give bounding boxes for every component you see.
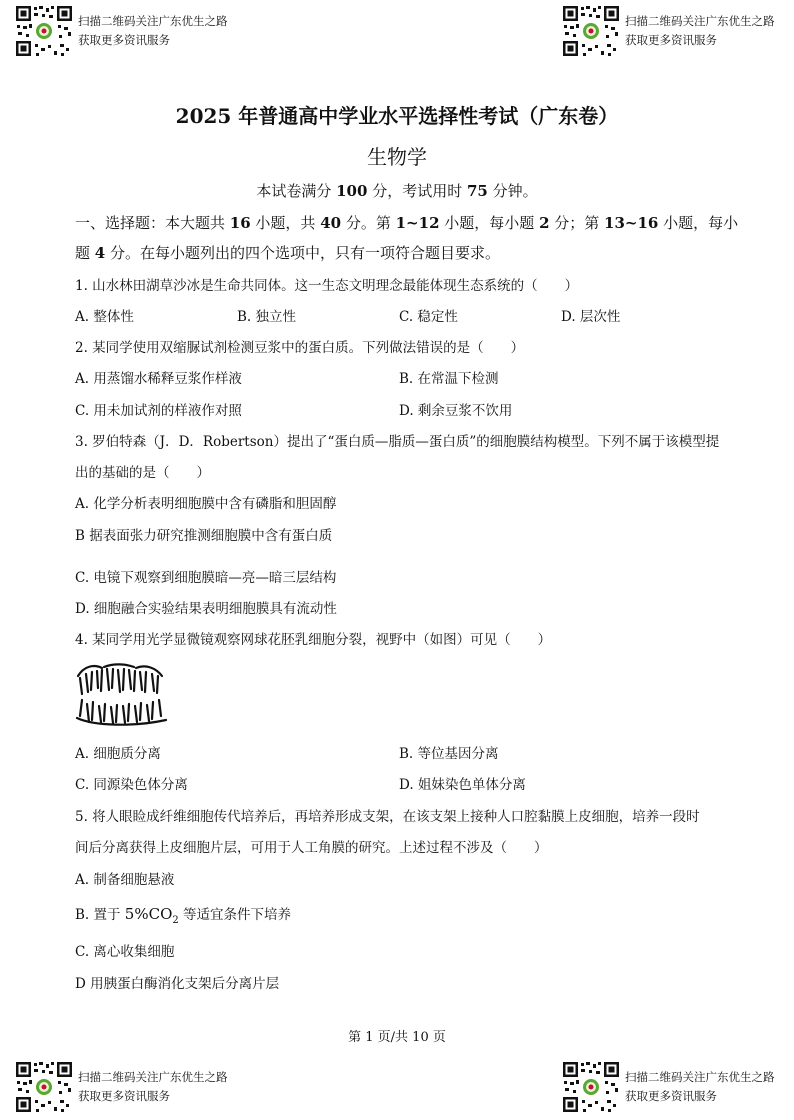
question-2-stem: 2. 某同学使用双缩脲试剂检测豆浆中的蛋白质。下列做法错误的是（ ） xyxy=(75,340,525,356)
question-5-stem-line-1: 5. 将人眼睑成纤维细胞传代培养后，再培养形成支架，在该支架上接种人口腔黏膜上皮细胞，培养一段时 xyxy=(75,809,700,825)
qr-code-top-right[interactable] xyxy=(561,4,621,58)
question-3-stem-line-1: 3. 罗伯特森（J．D．Robertson）提出了“蛋白质—脂质—蛋白质”的细胞膜结构模型。下列不属于该模型提 xyxy=(75,434,720,450)
promo-line-2: 获取更多资讯服务 xyxy=(78,1089,170,1103)
instruction-number: 13~16 xyxy=(604,214,659,232)
question-1-option-c[interactable]: C. 稳定性 xyxy=(399,309,458,325)
qr-code-icon xyxy=(14,4,74,58)
question-2-option-c[interactable]: C. 用未加试剂的样液作对照 xyxy=(75,403,242,419)
instruction-number: 16 xyxy=(229,214,251,232)
info-text: 分，考试用时 xyxy=(367,182,467,200)
promo-line-1: 扫描二维码关注广东优生之路 xyxy=(78,14,228,28)
question-4-option-b[interactable]: B. 等位基因分离 xyxy=(399,746,499,762)
question-5-stem-line-2: 间后分离获得上皮细胞片层，可用于人工角膜的研究。上述过程不涉及（ ） xyxy=(75,840,548,856)
instruction-text: 分。第 xyxy=(341,214,396,232)
question-2-option-b[interactable]: B. 在常温下检测 xyxy=(399,371,499,387)
option-text: 等适宜条件下培养 xyxy=(178,907,292,923)
qr-code-bottom-right[interactable] xyxy=(561,1060,621,1114)
question-3-option-c[interactable]: C. 电镜下观察到细胞膜暗—亮—暗三层结构 xyxy=(75,570,337,586)
exam-title: 2025 年普通高中学业水平选择性考试（广东卷） xyxy=(175,104,619,128)
question-4-option-d[interactable]: D. 姐妹染色单体分离 xyxy=(399,777,526,793)
formula-text: 5%CO xyxy=(124,905,173,923)
promo-line-2: 获取更多资讯服务 xyxy=(625,33,717,47)
instruction-text: 分；第 xyxy=(549,214,605,232)
instruction-text: 一、选择题：本大题共 xyxy=(75,214,230,232)
promo-text-bottom-right xyxy=(625,1068,775,1106)
promo-line-2: 获取更多资讯服务 xyxy=(78,33,170,47)
exam-info xyxy=(0,180,794,201)
question-4-option-a[interactable]: A. 细胞质分离 xyxy=(75,746,161,762)
question-1-stem: 1. 山水林田湖草沙冰是生命共同体。这一生态文明理念最能体现生态系统的（ ） xyxy=(75,278,579,294)
question-4-stem: 4. 某同学用光学显微镜观察网球花胚乳细胞分裂，视野中（如图）可见（ ） xyxy=(75,632,552,648)
page-number: 第 1 页/共 10 页 xyxy=(348,1030,446,1045)
info-text: 分钟。 xyxy=(487,182,538,200)
question-3-option-d[interactable]: D. 细胞融合实验结果表明细胞膜具有流动性 xyxy=(75,601,337,617)
section-instructions-line-2 xyxy=(75,242,500,263)
instruction-text: 题 xyxy=(75,244,95,262)
instruction-text: 小题，每小题 xyxy=(439,214,540,232)
instruction-number: 4 xyxy=(94,244,106,262)
promo-line-1: 扫描二维码关注广东优生之路 xyxy=(625,14,775,28)
qr-code-icon xyxy=(14,1060,74,1114)
promo-line-2: 获取更多资讯服务 xyxy=(625,1089,717,1103)
option-text: B. 置于 xyxy=(75,907,125,923)
instruction-number: 1~12 xyxy=(395,214,440,232)
formula-subscript: 2 xyxy=(172,915,179,926)
question-3-option-a[interactable]: A. 化学分析表明细胞膜中含有磷脂和胆固醇 xyxy=(75,496,337,512)
promo-line-1: 扫描二维码关注广东优生之路 xyxy=(78,1070,228,1084)
instruction-text: 小题，共 xyxy=(250,214,321,232)
qr-code-icon xyxy=(561,1060,621,1114)
question-5-option-b[interactable] xyxy=(75,903,291,926)
promo-text-top-left xyxy=(78,12,228,50)
full-score: 100 xyxy=(336,182,368,200)
subject-title: 生物学 xyxy=(367,145,427,169)
cell-division-figure xyxy=(74,660,170,728)
qr-code-bottom-left[interactable] xyxy=(14,1060,74,1114)
question-5-option-a[interactable]: A. 制备细胞悬液 xyxy=(75,872,175,888)
promo-text-bottom-left xyxy=(78,1068,228,1106)
instruction-text: 小题，每小 xyxy=(658,214,739,232)
question-2-option-a[interactable]: A. 用蒸馏水稀释豆浆作样液 xyxy=(75,371,242,387)
question-5-option-d[interactable]: D 用胰蛋白酶消化支架后分离片层 xyxy=(75,976,280,992)
instruction-number: 40 xyxy=(320,214,342,232)
question-1-option-a[interactable]: A. 整体性 xyxy=(75,309,134,325)
question-3-option-b[interactable]: B 据表面张力研究推测细胞膜中含有蛋白质 xyxy=(75,528,333,544)
qr-code-top-left[interactable] xyxy=(14,4,74,58)
qr-code-icon xyxy=(561,4,621,58)
question-4-option-c[interactable]: C. 同源染色体分离 xyxy=(75,777,188,793)
section-instructions-line-1 xyxy=(75,212,738,233)
info-text: 本试卷满分 xyxy=(256,182,337,200)
duration: 75 xyxy=(466,182,488,200)
instruction-text: 分。在每小题列出的四个选项中，只有一项符合题目要求。 xyxy=(105,244,500,262)
question-5-option-c[interactable]: C. 离心收集细胞 xyxy=(75,944,175,960)
question-2-option-d[interactable]: D. 剩余豆浆不饮用 xyxy=(399,403,513,419)
promo-line-1: 扫描二维码关注广东优生之路 xyxy=(625,1070,775,1084)
question-3-stem-line-2: 出的基础的是（ ） xyxy=(75,465,210,481)
question-1-option-d[interactable]: D. 层次性 xyxy=(561,309,621,325)
question-1-option-b[interactable]: B. 独立性 xyxy=(237,309,297,325)
co2-formula xyxy=(124,905,179,926)
promo-text-top-right xyxy=(625,12,775,50)
instruction-number: 2 xyxy=(539,214,550,232)
